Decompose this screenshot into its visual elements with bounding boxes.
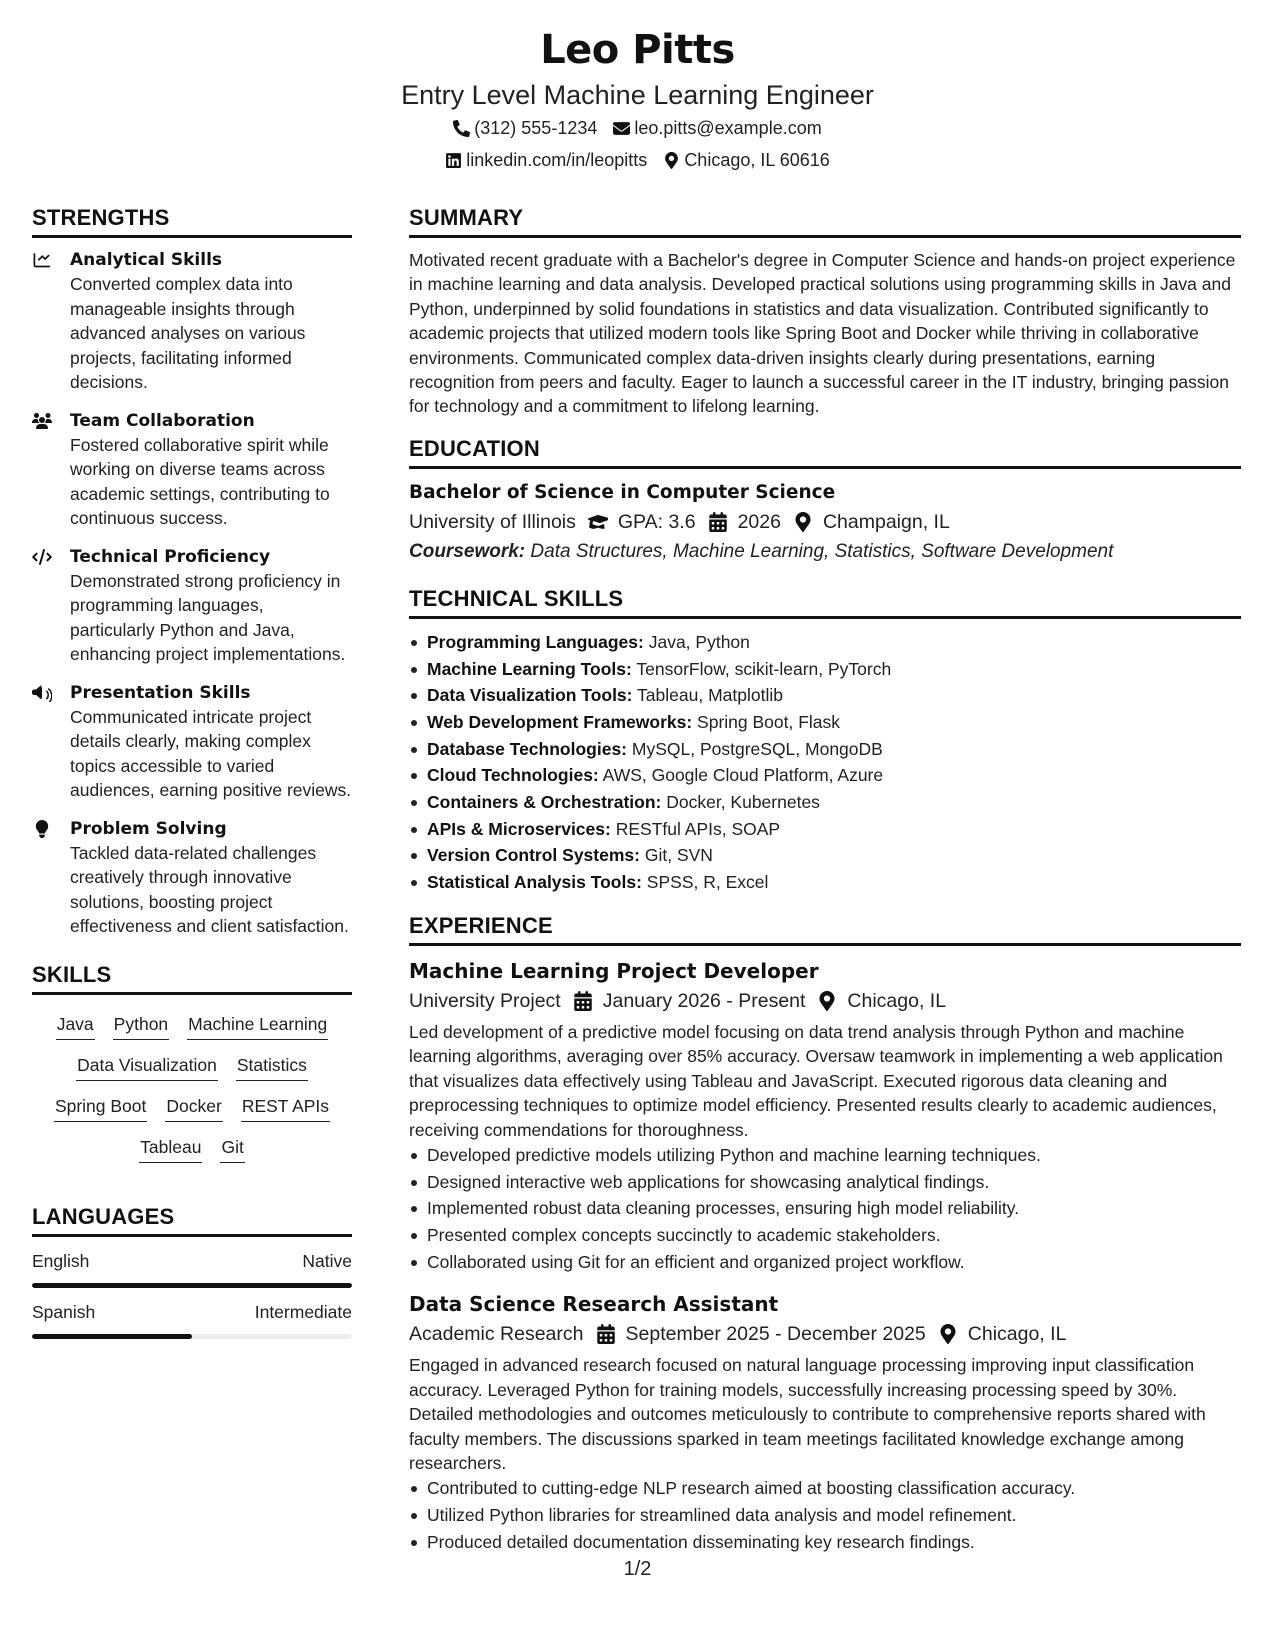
strength-desc: Tackled data-related challenges creatively through innovative solutions, boosting project effectiveness and client satisfaction. bbox=[70, 842, 349, 936]
skill-chip: REST APIs bbox=[241, 1093, 330, 1122]
job-meta bbox=[409, 1319, 1241, 1349]
summary-text: Motivated recent graduate with a Bachelor's degree in Computer Science and hands-on project experience in machine learning and data analysis. Developed practical solutions using programming skills in Java and Python, underpinned by solid foundations in statistics and data visualization. Contributed significantly to academic projects that utilized modern tools like Spring Boot and Docker while thriving in collaborative environments. Communicated complex data-driven insights clearly during presentations, earning recognition from peers and faculty. Eager to launch a successful career in the IT industry, bringing passion for technology and a commitment to lifelong learning. bbox=[409, 250, 1236, 417]
job-org: University Project bbox=[409, 989, 561, 1012]
linkedin-contact[interactable] bbox=[445, 144, 647, 176]
strength-name: Problem Solving bbox=[70, 818, 227, 839]
language-proficiency-bar bbox=[32, 1334, 352, 1339]
left-column bbox=[32, 204, 352, 1351]
strength-item bbox=[32, 248, 352, 395]
graduation-year: 2026 bbox=[737, 510, 781, 533]
lightbulb-icon bbox=[32, 820, 52, 838]
strength-item bbox=[32, 409, 352, 531]
list-item: Presented complex concepts succinctly to academic stakeholders. bbox=[409, 1222, 1241, 1249]
job-meta bbox=[409, 986, 1241, 1016]
technical-skills-heading: TECHNICAL SKILLS bbox=[409, 585, 1241, 619]
strength-item bbox=[32, 545, 352, 667]
strength-desc: Fostered collaborative spirit while working on diverse teams across academic settings, contributing to continuous success. bbox=[70, 434, 330, 528]
list-item: Database Technologies: MySQL, PostgreSQL, MongoDB bbox=[409, 736, 1241, 763]
skill-chip: Data Visualization bbox=[76, 1052, 218, 1081]
list-item: APIs & Microservices: RESTful APIs, SOAP bbox=[409, 816, 1241, 843]
strength-desc: Demonstrated strong proficiency in programming languages, particularly Python and Java, enhancing project implementations. bbox=[70, 570, 346, 664]
strength-name: Team Collaboration bbox=[70, 410, 255, 431]
volume-icon bbox=[32, 684, 52, 702]
strengths-heading: STRENGTHS bbox=[32, 204, 352, 238]
skill-chip: Statistics bbox=[236, 1052, 308, 1081]
coursework-text: Data Structures, Machine Learning, Statistics, Software Development bbox=[530, 540, 1114, 562]
job-title: Machine Learning Project Developer bbox=[409, 958, 819, 983]
calendar-icon bbox=[708, 512, 728, 532]
skill-chip: Spring Boot bbox=[54, 1093, 147, 1122]
calendar-icon bbox=[596, 1324, 616, 1344]
users-icon bbox=[32, 412, 52, 430]
strength-desc: Communicated intricate project details clearly, making complex topics accessible to varied audiences, earning positive reviews. bbox=[70, 706, 352, 800]
resume-header bbox=[0, 24, 1275, 176]
phone-icon bbox=[453, 120, 470, 137]
right-column bbox=[409, 204, 1241, 1570]
language-proficiency-fill bbox=[32, 1283, 352, 1288]
job-entry bbox=[409, 956, 1241, 1276]
graduation-cap-icon bbox=[588, 512, 608, 532]
phone-contact bbox=[453, 112, 597, 144]
email-contact[interactable] bbox=[613, 112, 821, 144]
location-contact bbox=[663, 144, 829, 176]
skill-chip: Docker bbox=[165, 1093, 222, 1122]
language-proficiency-bar bbox=[32, 1283, 352, 1288]
degree-title: Bachelor of Science in Computer Science bbox=[409, 481, 836, 503]
strength-name: Presentation Skills bbox=[70, 682, 251, 703]
map-pin-icon bbox=[663, 152, 680, 169]
page-number: 1/2 bbox=[623, 1558, 652, 1580]
envelope-icon bbox=[613, 120, 630, 137]
list-item: Web Development Frameworks: Spring Boot, Flask bbox=[409, 709, 1241, 736]
list-item: Collaborated using Git for an efficient and organized project workflow. bbox=[409, 1249, 1241, 1276]
contact-row-1 bbox=[0, 112, 1275, 144]
job-org: Academic Research bbox=[409, 1323, 584, 1346]
linkedin-text[interactable]: linkedin.com/in/leopitts bbox=[466, 150, 648, 170]
list-item: Version Control Systems: Git, SVN bbox=[409, 842, 1241, 869]
list-item: Data Visualization Tools: Tableau, Matplotlib bbox=[409, 682, 1241, 709]
language-proficiency-fill bbox=[32, 1334, 192, 1339]
list-item: Developed predictive models utilizing Python and machine learning techniques. bbox=[409, 1142, 1241, 1169]
list-item: Cloud Technologies: AWS, Google Cloud Platform, Azure bbox=[409, 762, 1241, 789]
experience-heading: EXPERIENCE bbox=[409, 912, 1241, 946]
school-name: University of Illinois bbox=[409, 510, 576, 533]
job-dates: January 2026 - Present bbox=[602, 989, 806, 1012]
list-item: Designed interactive web applications for showcasing analytical findings. bbox=[409, 1169, 1241, 1196]
job-location: Chicago, IL bbox=[967, 1323, 1067, 1346]
strength-desc: Converted complex data into manageable insights through advanced analyses on various projects, facilitating informed decisions. bbox=[70, 274, 306, 392]
job-dates: September 2025 - December 2025 bbox=[625, 1323, 926, 1346]
technical-skills-list bbox=[409, 629, 1241, 896]
skill-chip: Git bbox=[220, 1134, 244, 1163]
linkedin-icon bbox=[445, 152, 462, 169]
list-item: Machine Learning Tools: TensorFlow, scikit-learn, PyTorch bbox=[409, 656, 1241, 683]
chart-line-icon bbox=[32, 251, 52, 269]
list-item: Containers & Orchestration: Docker, Kubernetes bbox=[409, 789, 1241, 816]
coursework bbox=[409, 537, 1241, 567]
skills-list bbox=[32, 1005, 352, 1163]
languages-heading: LANGUAGES bbox=[32, 1203, 352, 1237]
strength-item bbox=[32, 817, 352, 939]
candidate-title: Entry Level Machine Learning Engineer bbox=[401, 80, 874, 110]
list-item: Implemented robust data cleaning processes, ensuring high model reliability. bbox=[409, 1195, 1241, 1222]
skill-chip: Python bbox=[113, 1011, 169, 1040]
language-level: Native bbox=[302, 1250, 352, 1271]
gpa-text: GPA: 3.6 bbox=[617, 510, 696, 533]
list-item: Statistical Analysis Tools: SPSS, R, Excel bbox=[409, 869, 1241, 896]
list-item: Produced detailed documentation disseminating key research findings. bbox=[409, 1529, 1241, 1556]
school-location: Champaign, IL bbox=[822, 510, 950, 533]
skill-chip: Java bbox=[56, 1011, 95, 1040]
list-item: Utilized Python libraries for streamlined data analysis and model refinement. bbox=[409, 1502, 1241, 1529]
summary-heading: SUMMARY bbox=[409, 204, 1241, 238]
language-name: Spanish bbox=[32, 1301, 96, 1322]
education-meta bbox=[409, 507, 1241, 537]
skill-chip: Machine Learning bbox=[187, 1011, 328, 1040]
list-item: Programming Languages: Java, Python bbox=[409, 629, 1241, 656]
contact-row-2 bbox=[0, 144, 1275, 176]
list-item: Contributed to cutting-edge NLP research aimed at boosting classification accuracy. bbox=[409, 1475, 1241, 1502]
strength-name: Technical Proficiency bbox=[70, 546, 271, 567]
candidate-name: Leo Pitts bbox=[540, 27, 735, 73]
education-heading: EDUCATION bbox=[409, 435, 1241, 469]
job-entry bbox=[409, 1289, 1241, 1555]
job-title: Data Science Research Assistant bbox=[409, 1292, 779, 1317]
skills-heading: SKILLS bbox=[32, 961, 352, 995]
job-location: Chicago, IL bbox=[847, 989, 947, 1012]
job-description: Led development of a predictive model focusing on data trend analysis through Python and machine learning algorithms, averaging over 85% accuracy. Oversaw teamwork in implementing a web application that visualizes data effectively using Tableau and JavaScript. Executed rigorous data cleaning and preprocessing techniques to optimize model efficiency. Presented results clearly to academic audiences, receiving commendations for thoroughness. bbox=[409, 1021, 1223, 1140]
map-pin-icon bbox=[817, 991, 837, 1011]
language-item bbox=[32, 1249, 352, 1288]
skill-chip: Tableau bbox=[139, 1134, 202, 1163]
strength-name: Analytical Skills bbox=[70, 250, 223, 270]
map-pin-icon bbox=[793, 512, 813, 532]
language-item bbox=[32, 1300, 352, 1339]
email-text[interactable]: leo.pitts@example.com bbox=[634, 118, 822, 138]
language-name: English bbox=[32, 1250, 90, 1271]
language-level: Intermediate bbox=[254, 1301, 352, 1322]
calendar-icon bbox=[573, 991, 593, 1011]
strength-item bbox=[32, 681, 352, 803]
code-icon bbox=[32, 548, 52, 566]
coursework-label: Coursework: bbox=[409, 540, 526, 562]
map-pin-icon bbox=[938, 1324, 958, 1344]
job-description: Engaged in advanced research focused on natural language processing improving input classification accuracy. Leveraged Python for training models, successfully increasing processing speed by 30%. Detailed methodologies and outcomes meticulously to contribute to comprehensive reports shared with faculty members. The discussions sparked in team meetings facilitated knowledge exchange among researchers. bbox=[409, 1355, 1206, 1474]
job-bullets bbox=[409, 1475, 1241, 1555]
location-text: Chicago, IL 60616 bbox=[684, 150, 830, 170]
phone-text: (312) 555-1234 bbox=[474, 118, 598, 138]
job-bullets bbox=[409, 1142, 1241, 1276]
